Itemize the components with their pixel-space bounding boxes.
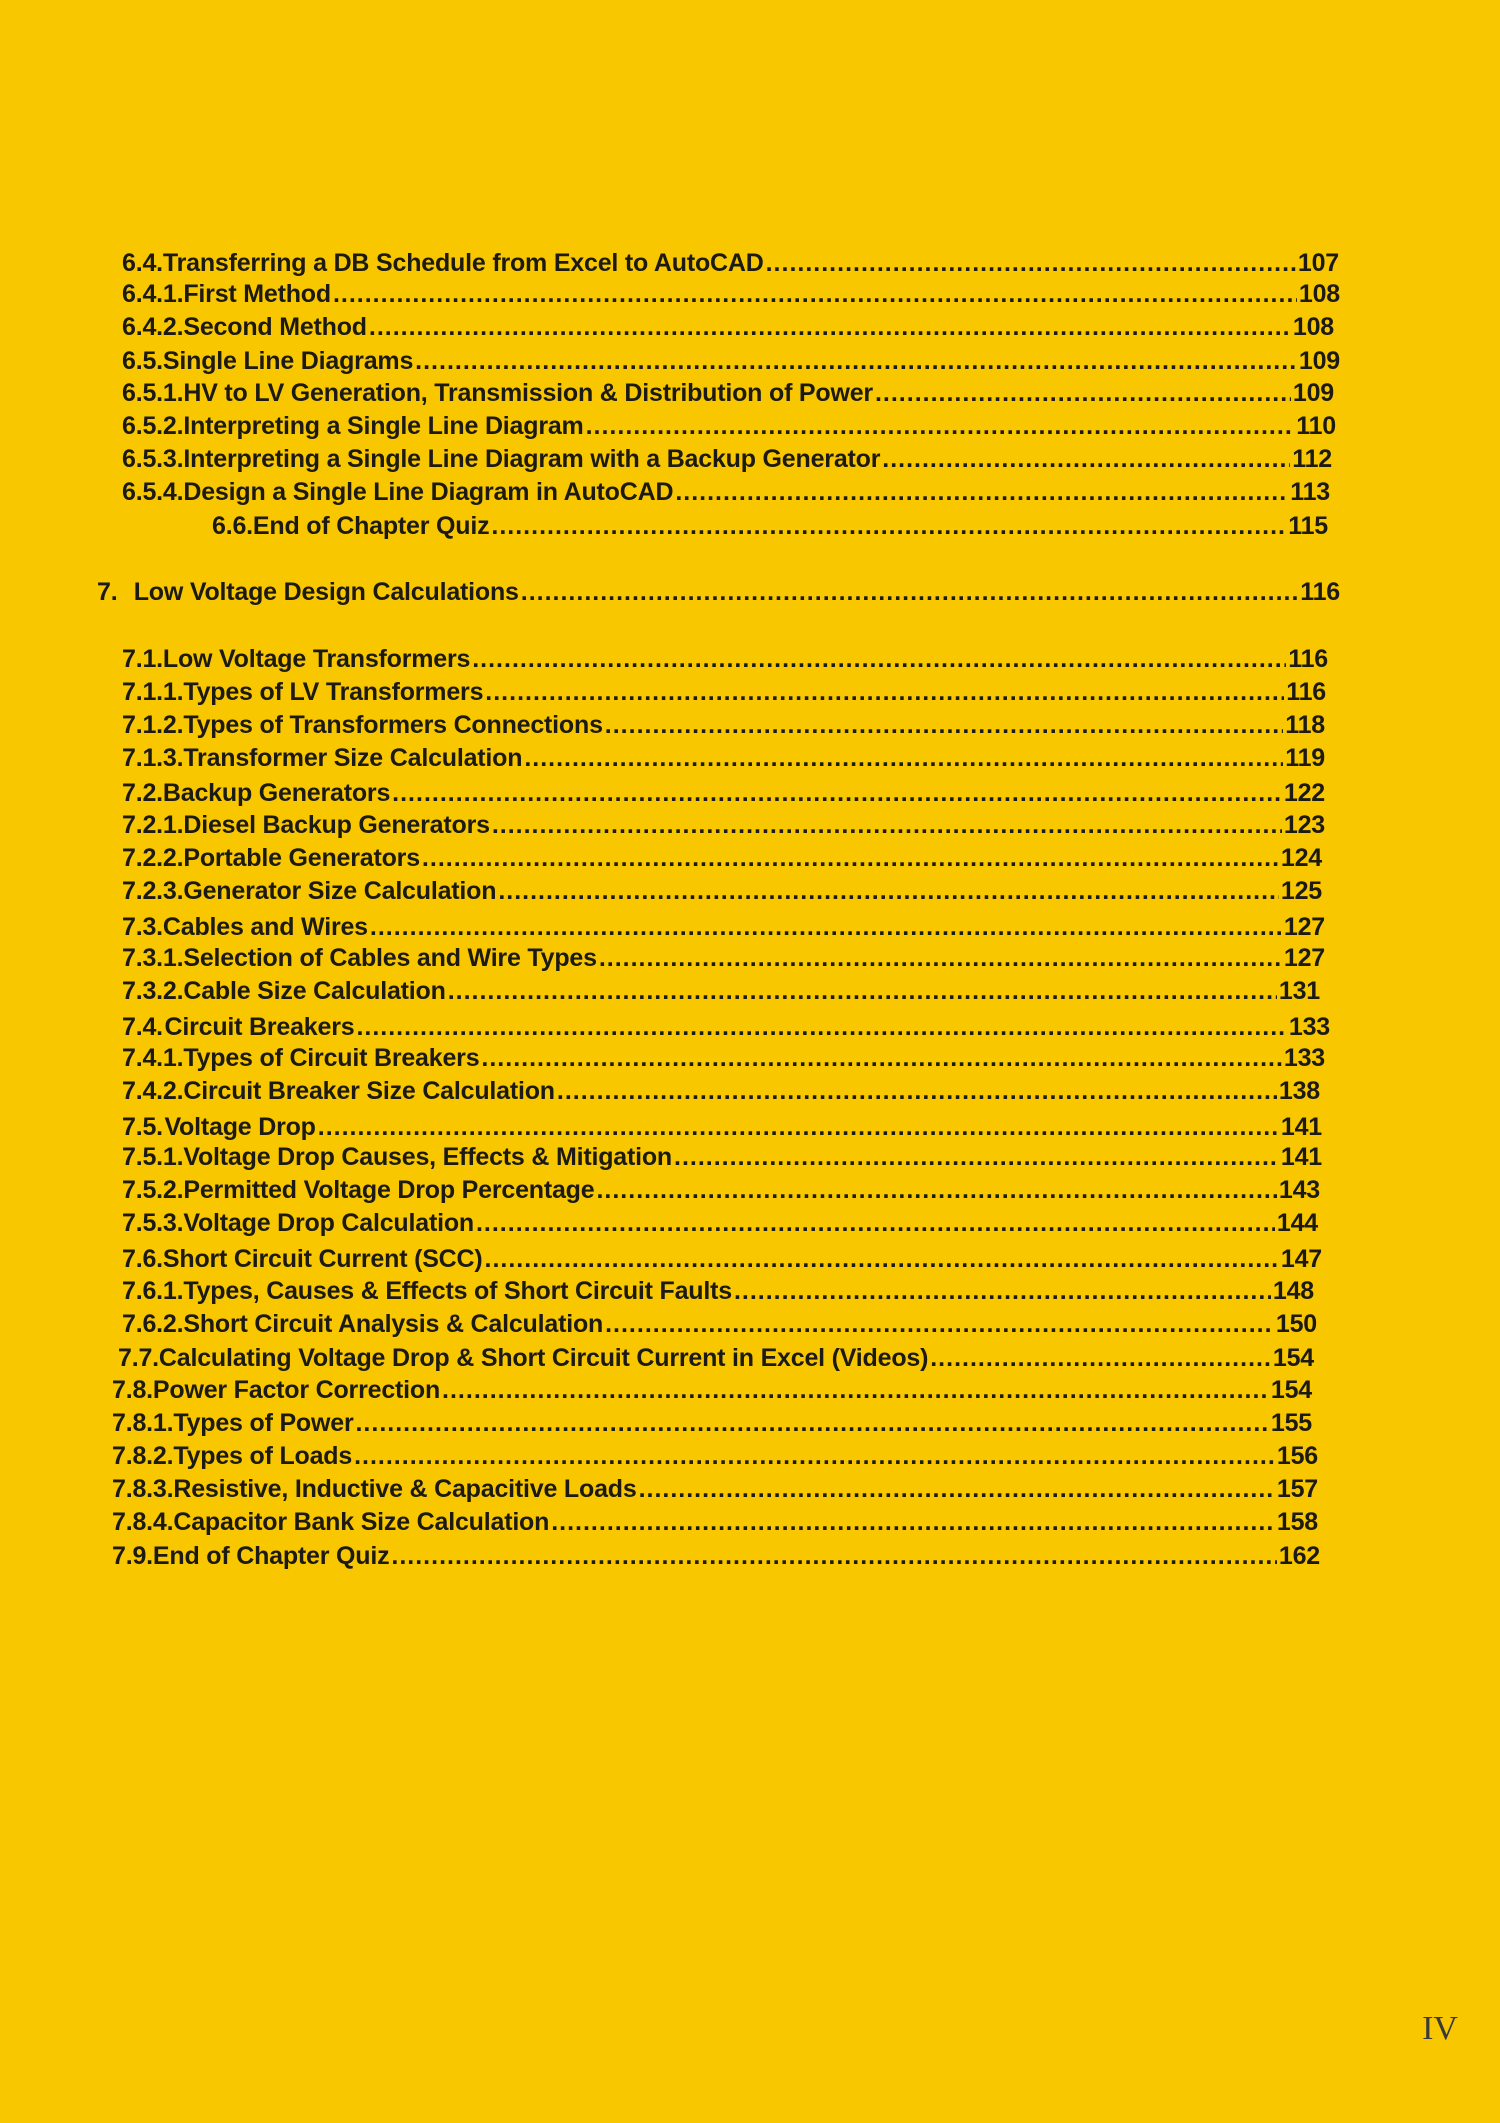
toc-entry[interactable] <box>122 1075 1320 1107</box>
toc-dot-leader <box>599 942 1282 974</box>
toc-entry[interactable] <box>122 1275 1314 1307</box>
toc-entry-number: 6.5. <box>122 347 163 375</box>
toc-entry-page: 123 <box>1283 811 1325 839</box>
toc-entry-page: 125 <box>1280 877 1322 905</box>
toc-entry-page: 112 <box>1292 445 1332 473</box>
toc-entry-page: 138 <box>1278 1077 1320 1105</box>
toc-entry-number: 7.4.2. <box>122 1077 184 1105</box>
toc-dot-leader <box>557 1075 1277 1107</box>
toc-dot-leader <box>639 1473 1275 1505</box>
toc-dot-leader <box>442 1374 1269 1406</box>
toc-entry-title: End of Chapter Quiz <box>252 512 490 540</box>
toc-dot-leader <box>355 1407 1268 1439</box>
toc-entry-number: 7.2. <box>122 779 163 807</box>
toc-entry-number: 7.8.1. <box>112 1409 174 1437</box>
toc-entry-number: 7.4.1. <box>122 1044 184 1072</box>
toc-entry-title: Resistive, Inductive & Capacitive Loads <box>173 1475 637 1503</box>
toc-entry-number: 7.5. <box>122 1113 163 1141</box>
toc-entry-page: 147 <box>1280 1245 1322 1273</box>
toc-dot-leader <box>492 809 1282 841</box>
toc-dot-leader <box>472 643 1286 675</box>
toc-entry-title: Circuit Breakers <box>164 1013 355 1041</box>
toc-entry[interactable] <box>212 510 1328 542</box>
toc-entry-title: Voltage Drop Causes, Effects & Mitigation <box>183 1143 672 1171</box>
toc-entry[interactable] <box>122 1011 1330 1043</box>
toc-entry[interactable] <box>122 443 1332 475</box>
toc-entry[interactable] <box>97 576 1340 608</box>
toc-entry-title: Design a Single Line Diagram in AutoCAD <box>183 478 674 506</box>
toc-entry-title: Short Circuit Current (SCC) <box>162 1245 483 1273</box>
toc-entry-title: Circuit Breaker Size Calculation <box>183 1077 555 1105</box>
toc-dot-leader <box>734 1275 1271 1307</box>
toc-dot-leader <box>766 247 1296 279</box>
toc-dot-leader <box>356 1011 1286 1043</box>
toc-entry-title: Transferring a DB Schedule from Excel to AutoCAD <box>162 249 764 277</box>
toc-entry-title: Transformer Size Calculation <box>183 744 523 772</box>
toc-entry-page: 127 <box>1283 944 1325 972</box>
toc-entry[interactable] <box>122 676 1326 708</box>
toc-entry[interactable] <box>122 1042 1325 1074</box>
toc-dot-leader <box>415 345 1297 377</box>
toc-entry-title: Low Voltage Transformers <box>162 645 471 673</box>
toc-entry[interactable] <box>112 1440 1318 1472</box>
toc-entry-number: 7.5.1. <box>122 1143 184 1171</box>
toc-entry-page: 133 <box>1283 1044 1325 1072</box>
toc-entry-title: Types of Loads <box>173 1442 353 1470</box>
toc-dot-leader <box>586 410 1295 442</box>
toc-entry-page: 116 <box>1286 678 1326 706</box>
toc-entry[interactable] <box>122 875 1322 907</box>
toc-entry-page: 116 <box>1300 578 1340 606</box>
toc-dot-leader <box>481 1042 1281 1074</box>
toc-entry-page: 127 <box>1283 913 1325 941</box>
toc-entry-number: 7.8.3. <box>112 1475 174 1503</box>
toc-entry-number: 7.6.1. <box>122 1277 184 1305</box>
toc-entry-title: Second Method <box>183 313 367 341</box>
toc-entry-page: 113 <box>1290 478 1330 506</box>
toc-entry-page: 154 <box>1270 1376 1312 1404</box>
toc-entry-page: 154 <box>1272 1344 1314 1372</box>
toc-entry-page: 148 <box>1272 1277 1314 1305</box>
toc-entry-page: 143 <box>1278 1176 1320 1204</box>
toc-entry[interactable] <box>122 809 1325 841</box>
toc-entry[interactable] <box>122 1308 1317 1340</box>
toc-entry-title: Types, Causes & Effects of Short Circuit Faults <box>183 1277 732 1305</box>
toc-entry-number: 7.1. <box>122 645 163 673</box>
toc-entry-title: First Method <box>183 280 331 308</box>
toc-entry-title: Voltage Drop <box>164 1113 316 1141</box>
toc-dot-leader <box>882 443 1290 475</box>
toc-entry-title: Cable Size Calculation <box>183 977 446 1005</box>
toc-entry-page: 109 <box>1298 347 1340 375</box>
toc-entry-title: Power Factor Correction <box>152 1376 441 1404</box>
toc-entry-number: 7.6.2. <box>122 1310 184 1338</box>
toc-entry-title: HV to LV Generation, Transmission & Distribution of Power <box>183 379 873 407</box>
toc-entry-page: 110 <box>1296 412 1336 440</box>
toc-entry[interactable] <box>112 1506 1318 1538</box>
toc-entry[interactable] <box>122 377 1334 409</box>
toc-entry-title: Permitted Voltage Drop Percentage <box>183 1176 595 1204</box>
toc-entry[interactable] <box>122 345 1340 377</box>
toc-entry-title: Single Line Diagrams <box>162 347 414 375</box>
toc-dot-leader <box>392 777 1282 809</box>
toc-entry-title: Types of Circuit Breakers <box>183 1044 480 1072</box>
toc-entry-page: 141 <box>1280 1143 1322 1171</box>
toc-entry-page: 124 <box>1280 844 1322 872</box>
toc-entry-number: 7.3. <box>122 913 163 941</box>
toc-entry-page: 109 <box>1292 379 1334 407</box>
toc-dot-leader <box>333 278 1297 310</box>
toc-entry-page: 107 <box>1297 249 1339 277</box>
toc-entry-number: 7.2.1. <box>122 811 184 839</box>
toc-entry-title: Generator Size Calculation <box>183 877 497 905</box>
toc-entry[interactable] <box>122 1243 1322 1275</box>
toc-dot-leader <box>448 975 1277 1007</box>
toc-dot-leader <box>675 476 1288 508</box>
toc-entry[interactable] <box>112 1473 1318 1505</box>
toc-entry-page: 122 <box>1283 779 1325 807</box>
toc-entry-title: Short Circuit Analysis & Calculation <box>183 1310 604 1338</box>
toc-entry-title: Types of LV Transformers <box>183 678 484 706</box>
toc-entry[interactable] <box>122 709 1325 741</box>
toc-entry-page: 116 <box>1288 645 1328 673</box>
toc-dot-leader <box>370 911 1282 943</box>
toc-dot-leader <box>605 1308 1274 1340</box>
toc-dot-leader <box>422 842 1279 874</box>
toc-entry-number: 7.4. <box>122 1013 163 1041</box>
toc-entry-title: Types of Transformers Connections <box>183 711 603 739</box>
toc-entry-title: Selection of Cables and Wire Types <box>183 944 597 972</box>
toc-entry-page: 115 <box>1288 512 1328 540</box>
toc-entry[interactable] <box>122 777 1325 809</box>
toc-entry-number: 7.2.2. <box>122 844 184 872</box>
toc-entry-page: 144 <box>1276 1209 1318 1237</box>
toc-dot-leader <box>498 875 1279 907</box>
toc-entry[interactable] <box>122 247 1339 279</box>
toc-entry[interactable] <box>122 1141 1322 1173</box>
toc-entry-page: 118 <box>1285 711 1325 739</box>
toc-entry[interactable] <box>122 942 1325 974</box>
toc-entry-page: 162 <box>1278 1542 1320 1570</box>
toc-entry-number: 7.5.2. <box>122 1176 184 1204</box>
toc-entry[interactable] <box>112 1407 1312 1439</box>
toc-entry-number: 7.2.3. <box>122 877 184 905</box>
toc-dot-leader <box>491 510 1286 542</box>
toc-entry-number: 7.8.2. <box>112 1442 174 1470</box>
toc-entry-title: Cables and Wires <box>162 913 368 941</box>
page-number: IV <box>1422 2010 1458 2047</box>
toc-entry[interactable] <box>122 311 1334 343</box>
toc-entry-title: Capacitor Bank Size Calculation <box>173 1508 550 1536</box>
toc-entry-number: 7.1.2. <box>122 711 184 739</box>
toc-entry-title: Backup Generators <box>162 779 391 807</box>
toc-entry[interactable] <box>122 1174 1320 1206</box>
toc-dot-leader <box>485 1243 1279 1275</box>
toc-entry-number: 6.4.1. <box>122 280 184 308</box>
toc-entry-page: 141 <box>1280 1113 1322 1141</box>
toc-entry-number: 7.1.1. <box>122 678 184 706</box>
toc-entry-number: 6.5.1. <box>122 379 184 407</box>
toc-dot-leader <box>485 676 1284 708</box>
toc-dot-leader <box>318 1111 1279 1143</box>
toc-entry-page: 119 <box>1285 744 1325 772</box>
toc-entry-page: 108 <box>1298 280 1340 308</box>
toc-entry-title: Interpreting a Single Line Diagram with a Backup Generator <box>183 445 881 473</box>
toc-entry[interactable] <box>112 1540 1320 1572</box>
toc-entry-number: 7.3.2. <box>122 977 184 1005</box>
toc-entry-title: Interpreting a Single Line Diagram <box>183 412 584 440</box>
toc-dot-leader <box>354 1440 1275 1472</box>
toc-entry[interactable] <box>122 842 1322 874</box>
toc-dot-leader <box>596 1174 1276 1206</box>
toc-entry-number: 6.5.2. <box>122 412 184 440</box>
toc-entry[interactable] <box>122 1111 1322 1143</box>
toc-dot-leader <box>369 311 1291 343</box>
toc-entry-page: 156 <box>1276 1442 1318 1470</box>
toc-entry-number: 6.5.4. <box>122 478 184 506</box>
toc-dot-leader <box>930 1342 1271 1374</box>
toc-entry[interactable] <box>122 643 1328 675</box>
toc-entry-page: 158 <box>1276 1508 1318 1536</box>
toc-entry-page: 133 <box>1288 1013 1330 1041</box>
toc-entry-page: 155 <box>1270 1409 1312 1437</box>
toc-dot-leader <box>875 377 1291 409</box>
toc-dot-leader <box>476 1207 1275 1239</box>
toc-entry-title: Low Voltage Design Calculations <box>133 578 519 606</box>
toc-entry-number: 7.1.3. <box>122 744 184 772</box>
toc-entry-page: 150 <box>1275 1310 1317 1338</box>
toc-entry[interactable] <box>112 1374 1312 1406</box>
toc-entry-page: 108 <box>1292 313 1334 341</box>
toc-entry[interactable] <box>122 911 1325 943</box>
toc-entry-number: 6.6. <box>212 512 253 540</box>
toc-entry-number: 7.8. <box>112 1376 153 1404</box>
toc-entry[interactable] <box>122 975 1320 1007</box>
toc-entry-number: 7.5.3. <box>122 1209 184 1237</box>
toc-entry-page: 157 <box>1276 1475 1318 1503</box>
toc-dot-leader <box>674 1141 1279 1173</box>
toc-entry-title: End of Chapter Quiz <box>152 1542 390 1570</box>
toc-entry[interactable] <box>122 476 1330 508</box>
toc-entry-title: Diesel Backup Generators <box>183 811 490 839</box>
toc-entry[interactable] <box>118 1342 1314 1374</box>
toc-entry-title: Calculating Voltage Drop & Short Circuit Current in Excel (Videos) <box>158 1344 929 1372</box>
toc-entry-number: 6.4.2. <box>122 313 184 341</box>
toc-dot-leader <box>521 576 1299 608</box>
toc-entry-number: 6.4. <box>122 249 163 277</box>
toc-entry-title: Portable Generators <box>183 844 420 872</box>
toc-entry-page: 131 <box>1278 977 1320 1005</box>
toc-entry-number: 7.3.1. <box>122 944 184 972</box>
toc-entry[interactable] <box>122 410 1336 442</box>
toc-entry-title: Types of Power <box>173 1409 354 1437</box>
toc-entry-number: 7.9. <box>112 1542 153 1570</box>
toc-dot-leader <box>391 1540 1276 1572</box>
toc-dot-leader <box>524 742 1283 774</box>
toc-entry-number: 7.6. <box>122 1245 163 1273</box>
toc-dot-leader <box>605 709 1283 741</box>
toc-entry-number: 6.5.3. <box>122 445 184 473</box>
toc-entry-number: 7.7. <box>118 1344 159 1372</box>
toc-entry-number: 7.8.4. <box>112 1508 174 1536</box>
toc-dot-leader <box>551 1506 1275 1538</box>
toc-entry-number: 7. <box>97 578 118 606</box>
toc-entry[interactable] <box>122 278 1340 310</box>
toc-entry[interactable] <box>122 1207 1318 1239</box>
toc-entry-title: Voltage Drop Calculation <box>183 1209 474 1237</box>
toc-entry[interactable] <box>122 742 1325 774</box>
